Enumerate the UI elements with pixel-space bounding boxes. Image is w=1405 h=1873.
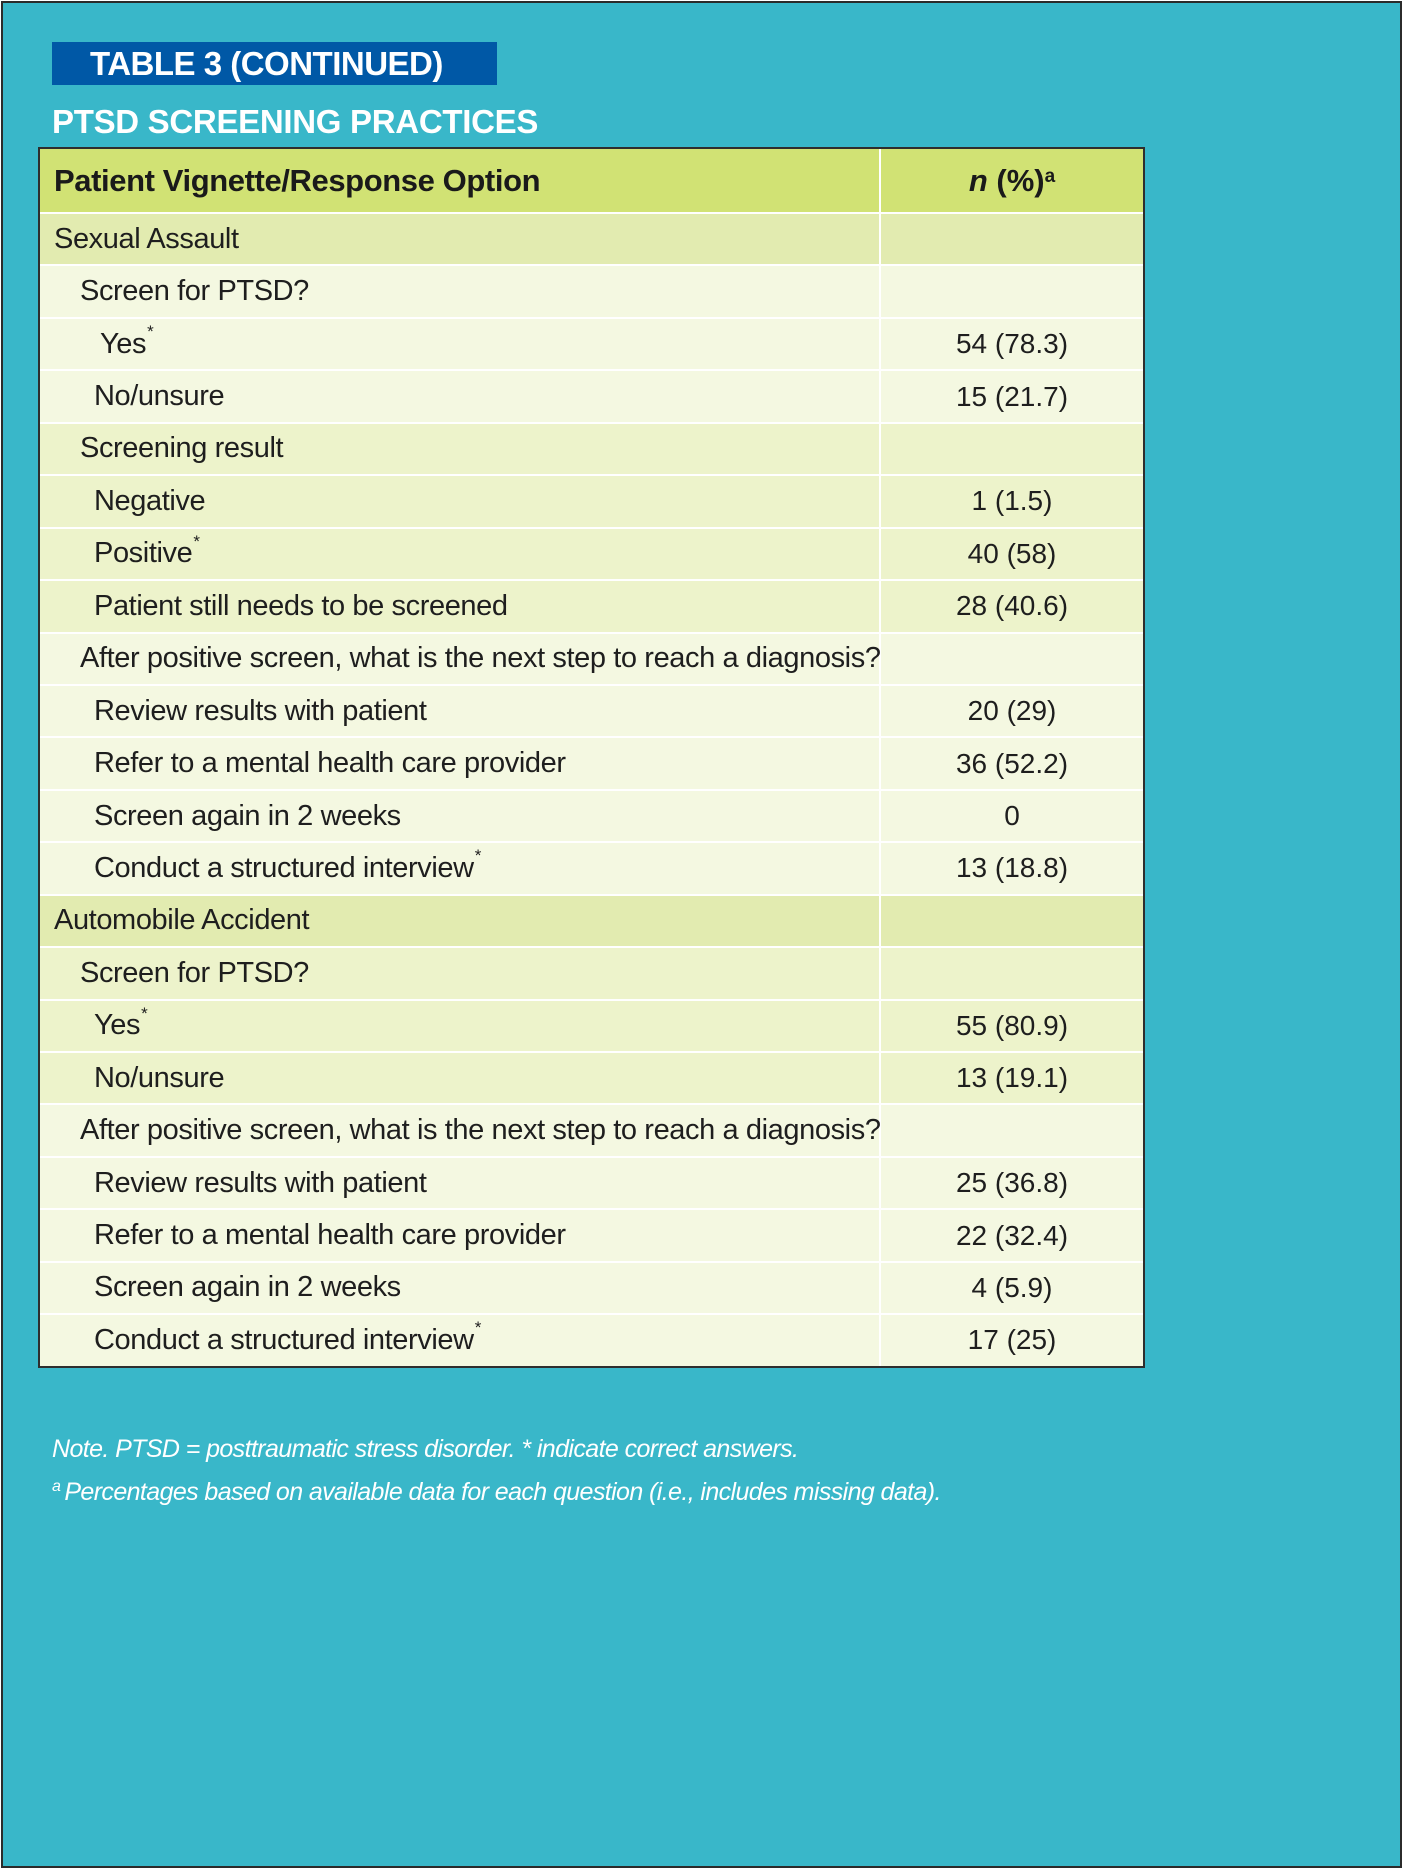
row-label-cell xyxy=(40,266,881,316)
correct-answer-marker: * xyxy=(193,531,200,551)
header-n: n xyxy=(968,162,988,198)
row-label-cell xyxy=(40,371,881,421)
column-header-option: Patient Vignette/Response Option xyxy=(40,149,881,212)
table-row xyxy=(40,684,1143,736)
row-value xyxy=(881,424,1143,474)
table-row xyxy=(40,1156,1143,1208)
row-label: Review results with patient xyxy=(94,694,427,727)
table-row xyxy=(40,1051,1143,1103)
row-value: 13 (18.8) xyxy=(955,852,1069,884)
row-value: 55 (80.9) xyxy=(955,1009,1069,1041)
note-percentages-text: Percentages based on available data for each question (i.e., includes missing data). xyxy=(64,1478,941,1506)
row-label-cell xyxy=(40,948,881,998)
row-value xyxy=(881,266,1143,316)
row-value: 20 (29) xyxy=(967,695,1057,727)
row-label: Conduct a structured interview xyxy=(94,1323,474,1356)
row-label: Yes xyxy=(100,327,147,360)
row-value: 15 (21.7) xyxy=(955,380,1069,412)
row-value: 40 (58) xyxy=(967,537,1057,569)
row-label-cell xyxy=(40,791,881,841)
row-label: Refer to a mental health care provider xyxy=(94,747,566,780)
row-value: 0 xyxy=(1004,800,1020,832)
row-value xyxy=(881,896,1143,946)
row-label: Screening result xyxy=(80,432,284,465)
table-row xyxy=(40,1313,1143,1365)
header-percent: (%) xyxy=(987,162,1045,198)
row-label-cell xyxy=(40,1263,881,1313)
correct-answer-marker: * xyxy=(474,846,481,866)
note-percentages xyxy=(52,1471,941,1514)
row-label-cell xyxy=(40,319,881,369)
row-label-cell xyxy=(40,424,881,474)
table-title: TABLE 3 (CONTINUED) xyxy=(52,42,497,85)
table-row xyxy=(40,422,1143,474)
note-abbreviation: Note. PTSD = posttraumatic stress disorder. * indicate correct answers. xyxy=(52,1435,799,1463)
table-row xyxy=(40,1103,1143,1155)
row-label-cell xyxy=(40,581,881,631)
header-footnote-marker: a xyxy=(1044,165,1056,187)
table-row xyxy=(40,841,1143,893)
note-footnote-marker: a xyxy=(52,1478,61,1495)
table-row xyxy=(40,264,1143,316)
row-value: 54 (78.3) xyxy=(955,328,1069,360)
row-label-cell xyxy=(40,1315,881,1365)
row-value xyxy=(881,1105,1143,1155)
table-subtitle: PTSD SCREENING PRACTICES xyxy=(52,103,539,140)
row-value: 22 (32.4) xyxy=(955,1219,1069,1251)
table-row xyxy=(40,369,1143,421)
table-row xyxy=(40,1208,1143,1260)
row-label-cell xyxy=(40,896,881,946)
row-label-cell xyxy=(40,738,881,788)
row-label: Review results with patient xyxy=(94,1166,427,1199)
table-row xyxy=(40,736,1143,788)
vignette-row xyxy=(40,212,1143,264)
table-panel xyxy=(1,1,1402,1868)
row-value: 25 (36.8) xyxy=(955,1167,1069,1199)
row-label: After positive screen, what is the next step to reach a diagnosis? xyxy=(80,1114,881,1147)
table-row xyxy=(40,579,1143,631)
data-table xyxy=(38,147,1145,1368)
row-label-cell xyxy=(40,1158,881,1208)
row-label: After positive screen, what is the next step to reach a diagnosis? xyxy=(80,642,881,675)
row-label: Screen again in 2 weeks xyxy=(94,799,401,832)
row-label-cell xyxy=(40,1105,881,1155)
row-label-cell xyxy=(40,843,881,893)
row-label: Screen again in 2 weeks xyxy=(94,1271,401,1304)
row-label: Screen for PTSD? xyxy=(80,275,309,308)
table-row xyxy=(40,1261,1143,1313)
row-label-cell xyxy=(40,686,881,736)
column-header-n-percent xyxy=(881,149,1143,212)
row-label: Yes xyxy=(94,1009,141,1042)
row-label: Sexual Assault xyxy=(54,222,239,255)
row-label-cell xyxy=(40,1210,881,1260)
row-label: No/unsure xyxy=(94,380,225,413)
table-row xyxy=(40,632,1143,684)
table-notes xyxy=(52,1428,941,1514)
row-label-cell xyxy=(40,634,881,684)
row-value: 36 (52.2) xyxy=(955,747,1069,779)
vignette-row xyxy=(40,894,1143,946)
row-label: Negative xyxy=(94,484,206,517)
row-value xyxy=(881,634,1143,684)
table-row xyxy=(40,999,1143,1051)
row-value: 28 (40.6) xyxy=(955,590,1069,622)
correct-answer-marker: * xyxy=(147,322,154,342)
row-label: Screen for PTSD? xyxy=(80,956,309,989)
table-row xyxy=(40,527,1143,579)
row-value: 4 (5.9) xyxy=(971,1271,1053,1303)
table-row xyxy=(40,789,1143,841)
table-row xyxy=(40,317,1143,369)
row-label: Automobile Accident xyxy=(54,904,310,937)
row-value: 1 (1.5) xyxy=(971,485,1053,517)
row-label: No/unsure xyxy=(94,1061,225,1094)
table-row xyxy=(40,946,1143,998)
row-label: Positive xyxy=(94,537,193,570)
row-label-cell xyxy=(40,1001,881,1051)
row-label: Patient still needs to be screened xyxy=(94,589,508,622)
correct-answer-marker: * xyxy=(141,1003,148,1023)
correct-answer-marker: * xyxy=(474,1318,481,1338)
row-label-cell xyxy=(40,529,881,579)
row-value xyxy=(881,214,1143,264)
row-label-cell xyxy=(40,476,881,526)
row-label: Conduct a structured interview xyxy=(94,851,474,884)
row-label-cell xyxy=(40,1053,881,1103)
row-value xyxy=(881,948,1143,998)
row-value: 13 (19.1) xyxy=(955,1062,1069,1094)
table-header-row xyxy=(40,149,1143,212)
row-value: 17 (25) xyxy=(967,1324,1057,1356)
table-row xyxy=(40,474,1143,526)
table-body xyxy=(40,212,1143,1366)
row-label: Refer to a mental health care provider xyxy=(94,1219,566,1252)
row-label-cell xyxy=(40,214,881,264)
